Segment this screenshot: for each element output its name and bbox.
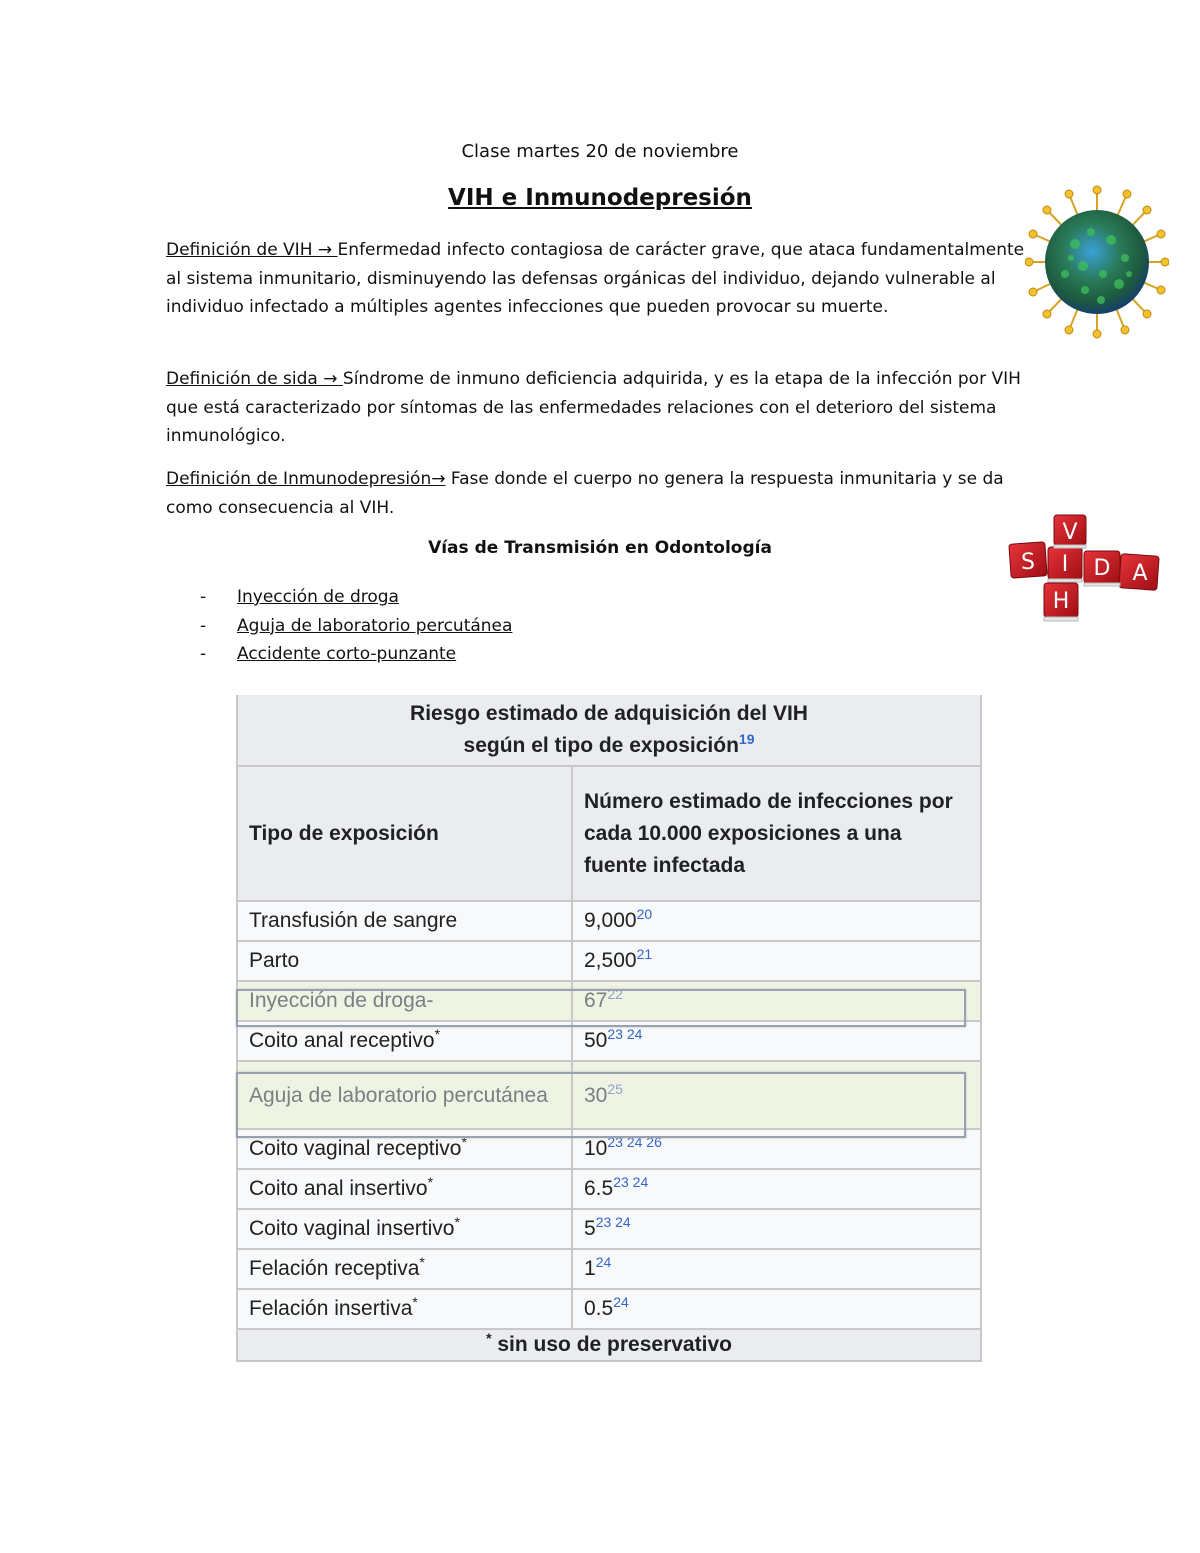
class-date-subtitle: Clase martes 20 de noviembre [461,141,739,162]
reference-link[interactable]: 22 [607,986,623,1002]
column-header-count: Número estimado de infecciones por cada 10.000 exposiciones a una fuente infectada [572,766,981,901]
infection-count-cell: $5^{23 24}$ [572,1209,981,1249]
exposure-type-cell: Felación insertiva* [237,1289,572,1329]
exposure-type-cell: Parto [237,941,572,981]
infection-count-cell: $6.5^{23 24}$ [572,1169,981,1209]
infection-count-cell: 2,500$^{21}$ [572,941,981,981]
reference-link[interactable]: 20 [636,906,653,922]
sida-blocks-illustration [1002,507,1164,637]
list-item-text: Accidente corto-punzante [237,644,457,664]
exposure-type-cell: Coito anal receptivo* [237,1021,572,1061]
definition-inmunodepresion [166,465,1036,522]
exposure-type-cell: Coito vaginal insertivo* [237,1209,572,1249]
list-item: - Inyección de droga [200,583,512,612]
exposure-type-cell: Coito vaginal receptivo* [237,1129,572,1169]
reference-link[interactable]: 25 [607,1080,623,1097]
infection-count-cell: $1^{24}$ [572,1249,981,1289]
reference-link[interactable]: 23 24 [595,1214,631,1230]
table-row [237,981,981,1021]
virus-illustration [1025,182,1169,342]
sida-letter: V [1062,520,1078,545]
page-title: VIH e Inmunodepresión [448,185,752,211]
infection-count-cell: $10^{23 24 26}$ [572,1129,981,1169]
exposure-type-cell: Aguja de laboratorio percutánea [237,1061,572,1129]
table-row [237,1061,981,1129]
table-footnote: * sin uso de preservativo [237,1329,981,1361]
list-item: - Accidente corto-punzante [200,640,512,669]
definition-inmunodepresion-label: Definición de Inmunodepresión→ [166,469,446,489]
exposure-type-cell: Transfusión de sangre [237,901,572,941]
definition-sida [166,365,1036,451]
section-title: Vías de Transmisión en Odontología [428,538,772,558]
column-header-type: Tipo de exposición [237,766,572,901]
sida-letter: S [1021,550,1035,575]
exposure-type-cell: Felación receptiva* [237,1249,572,1289]
list-item: - Aguja de laboratorio percutánea [200,612,512,641]
reference-link[interactable]: 23 24 [607,1026,643,1042]
risk-table-container [236,695,980,1383]
reference-link[interactable]: 21 [636,946,653,962]
infection-count-cell: 9,000$^{20}$ [572,901,981,941]
reference-link[interactable]: 24 [613,1294,629,1310]
list-item-text: Aguja de laboratorio percutánea [237,615,513,636]
table-caption: Riesgo estimado de adquisición del VIH según el tipo de exposición$^{19}$ [237,695,981,766]
exposure-type-cell: Coito anal insertivo* [237,1169,572,1209]
risk-table [236,695,982,1362]
table-row [237,941,981,981]
reference-link[interactable]: 24 [595,1254,612,1270]
sida-letter: I [1061,552,1069,577]
table-row [237,1289,981,1329]
definition-sida-label: Definición de sida → [166,369,343,389]
definition-vih [166,236,1036,322]
caption-ref[interactable]: 19 [738,731,755,747]
table-row [237,1249,981,1289]
sida-letter: A [1132,561,1148,586]
table-row [237,1209,981,1249]
infection-count-cell: $0.5^{24}$ [572,1289,981,1329]
infection-count-cell: $30^{25}$ [572,1061,981,1129]
reference-link[interactable]: 23 24 26 [607,1134,662,1150]
definition-vih-text: Enfermedad infecto contagiosa de carácter grave, que ataca fundamentalmente al sistema inmunitario, disminuyendo las defensas orgánicas del individuo, dejando vulnerable al individuo infectado a múltiples agentes infecciones que pueden provocar su muerte. [166,240,1025,317]
definition-inmunodepresion-text: Fase donde el cuerpo no genera la respuesta inmunitaria y se da como consecuencia al VIH. [166,469,1004,518]
table-row [237,1021,981,1061]
table-row [237,1169,981,1209]
sida-letter: H [1052,589,1070,614]
infection-count-cell: $67^{22}$ [572,981,981,1021]
sida-letter: D [1093,556,1111,581]
definition-vih-label: Definición de VIH → [166,240,338,260]
reference-link[interactable]: 23 24 [613,1174,649,1190]
transmission-list [200,583,512,669]
definition-sida-text: Síndrome de inmuno deficiencia adquirida, y es la etapa de la infección por VIH que está caracterizado por síntomas de las enfermedades relaciones con el deterioro del sistema inmunológico. [166,369,1021,446]
list-item-text: Inyección de droga [237,587,399,607]
table-row [237,1129,981,1169]
exposure-type-cell: Inyección de droga- [237,981,572,1021]
infection-count-cell: $50^{23 24}$ [572,1021,981,1061]
table-row [237,901,981,941]
